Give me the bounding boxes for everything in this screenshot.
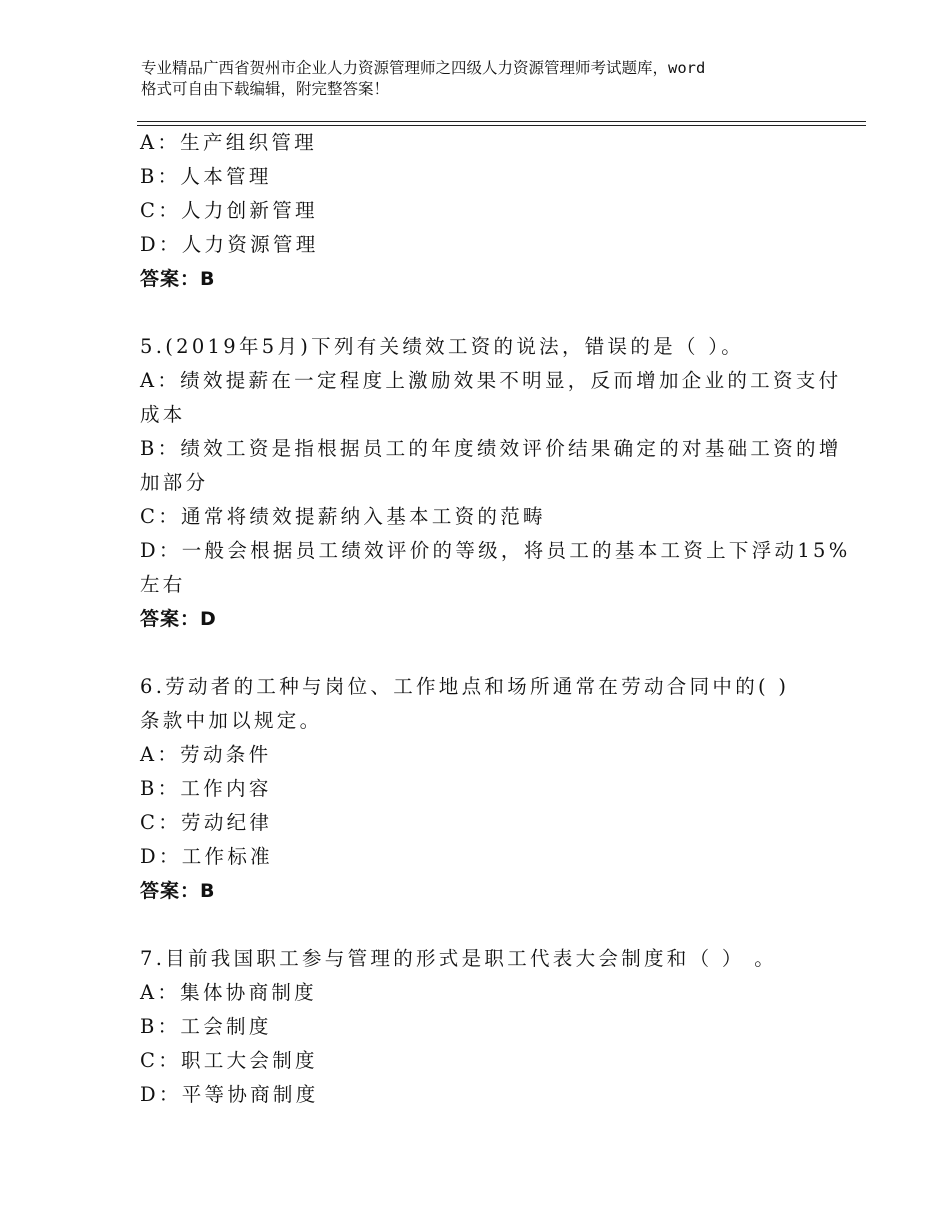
question-5-block: [140, 330, 851, 636]
question-5-option-d: D：一般会根据员工绩效评价的等级，将员工的基本工资上下浮动15%: [140, 539, 851, 562]
question-7-text: 7.目前我国职工参与管理的形式是职工代表大会制度和（ ） 。: [140, 947, 778, 970]
question-7-option-a: A：集体协商制度: [140, 981, 317, 1004]
question-4-option-c: C：人力创新管理: [140, 199, 318, 222]
spacer: [140, 908, 820, 942]
question-6-answer: 答案：B: [140, 880, 216, 902]
header-line-1: 专业精品广西省贺州市企业人力资源管理师之四级人力资源管理师考试题库，word: [141, 59, 706, 77]
question-6-option-a: A：劳动条件: [140, 743, 272, 766]
question-6-option-c: C：劳动纪律: [140, 811, 273, 834]
question-5-option-a-cont: 成本: [140, 403, 186, 426]
question-6-text: 6.劳动者的工种与岗位、工作地点和场所通常在劳动合同中的( ): [140, 675, 790, 698]
document-header: [141, 58, 831, 100]
question-4-option-a: A：生产组织管理: [140, 131, 317, 154]
question-5-option-a: A：绩效提薪在一定程度上激励效果不明显，反而增加企业的工资支付: [140, 369, 842, 392]
question-5-text: 5.(2019年5月)下列有关绩效工资的说法，错误的是（ ）。: [140, 335, 745, 358]
question-6-text-cont: 条款中加以规定。: [140, 709, 323, 732]
question-7-option-c: C：职工大会制度: [140, 1049, 318, 1072]
question-6-option-d: D：工作标准: [140, 845, 273, 868]
question-7-option-d: D：平等协商制度: [140, 1083, 319, 1106]
question-6-option-b: B：工作内容: [140, 777, 272, 800]
header-divider-top: [137, 121, 866, 122]
question-4-block: [140, 126, 820, 296]
question-5-option-b: B：绩效工资是指根据员工的年度绩效评价结果确定的对基础工资的增: [140, 437, 842, 460]
question-5-option-d-cont: 左右: [140, 573, 186, 596]
question-4-option-d: D：人力资源管理: [140, 233, 319, 256]
question-7-block: [140, 942, 820, 1112]
question-list: [140, 126, 851, 1112]
question-6-block: [140, 670, 820, 908]
question-5-option-c: C：通常将绩效提薪纳入基本工资的范畴: [140, 505, 546, 528]
spacer: [140, 296, 820, 330]
spacer: [140, 636, 820, 670]
question-4-option-b: B：人本管理: [140, 165, 272, 188]
question-5-option-b-cont: 加部分: [140, 471, 209, 494]
question-5-answer: 答案：D: [140, 608, 217, 630]
header-line-2: 格式可自由下载编辑，附完整答案！: [141, 80, 390, 98]
question-4-answer: 答案：B: [140, 268, 216, 290]
question-7-option-b: B：工会制度: [140, 1015, 272, 1038]
